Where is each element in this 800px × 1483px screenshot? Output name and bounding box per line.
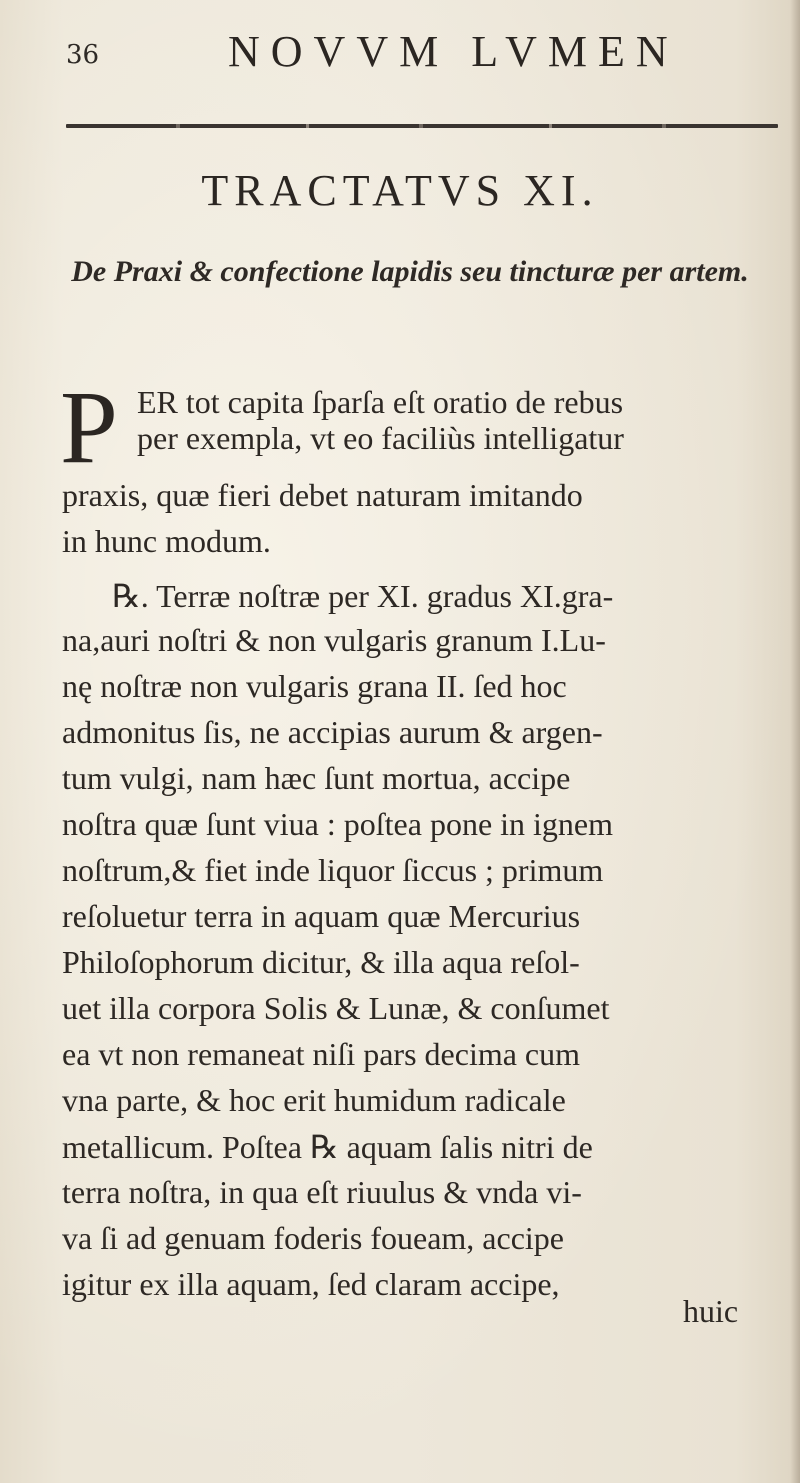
body-line: metallicum. Poſtea ℞ aquam ſalis nitri de [62, 1129, 593, 1165]
body-line: noſtra quæ ſunt viua : poſtea pone in ignem [62, 806, 614, 842]
body-line: ea vt non remaneat niſi pars decima cum [62, 1036, 581, 1072]
ornamental-rule [66, 124, 778, 128]
body-line: ER tot capita ſparſa eſt oratio de rebus [137, 384, 624, 420]
body-line: ℞. Terræ noſtræ per XI. gradus XI.gra- [112, 578, 614, 614]
body-line: in hunc modum. [62, 523, 271, 559]
body-line: per exempla, vt eo faciliùs intelligatur [137, 420, 624, 456]
body-line: igitur ex illa aquam, ſed claram accipe, [62, 1266, 560, 1302]
treatise-title: TRACTATVS XI. [201, 166, 599, 215]
body-line: vna parte, & hoc erit humidum radicale [62, 1082, 566, 1118]
body-line: tum vulgi, nam hæc ſunt mortua, accipe [62, 760, 571, 796]
body-line: praxis, quæ fieri debet naturam imitando [62, 477, 583, 513]
body-line: Philoſophorum dicitur, & illa aqua reſol- [62, 944, 580, 980]
body-line: nę noſtræ non vulgaris grana II. ſed hoc [62, 668, 567, 704]
body-line: reſoluetur terra in aquam quæ Mercurius [62, 898, 581, 934]
body-line: uet illa corpora Solis & Lunæ, & conſumet [62, 990, 610, 1026]
body-line: na,auri noſtri & non vulgaris granum I.Lu- [62, 622, 606, 658]
treatise-subtitle: De Praxi & confectione lapidis seu tincturæ per artem. [71, 255, 749, 288]
body-line: terra noſtra, in qua eſt riuulus & vnda vi- [62, 1174, 582, 1210]
catchword: huic [683, 1293, 739, 1329]
drop-cap: P [60, 370, 118, 485]
body-line: admonitus ſis, ne accipias aurum & argen- [62, 714, 603, 750]
page-edge-shadow [790, 0, 800, 1483]
running-head: NOVVM LVMEN [228, 27, 679, 76]
body-line: noſtrum,& fiet inde liquor ſiccus ; primum [62, 852, 604, 888]
body-line: va ſi ad genuam foderis foueam, accipe [62, 1220, 564, 1256]
page-number: 36 [66, 40, 100, 70]
